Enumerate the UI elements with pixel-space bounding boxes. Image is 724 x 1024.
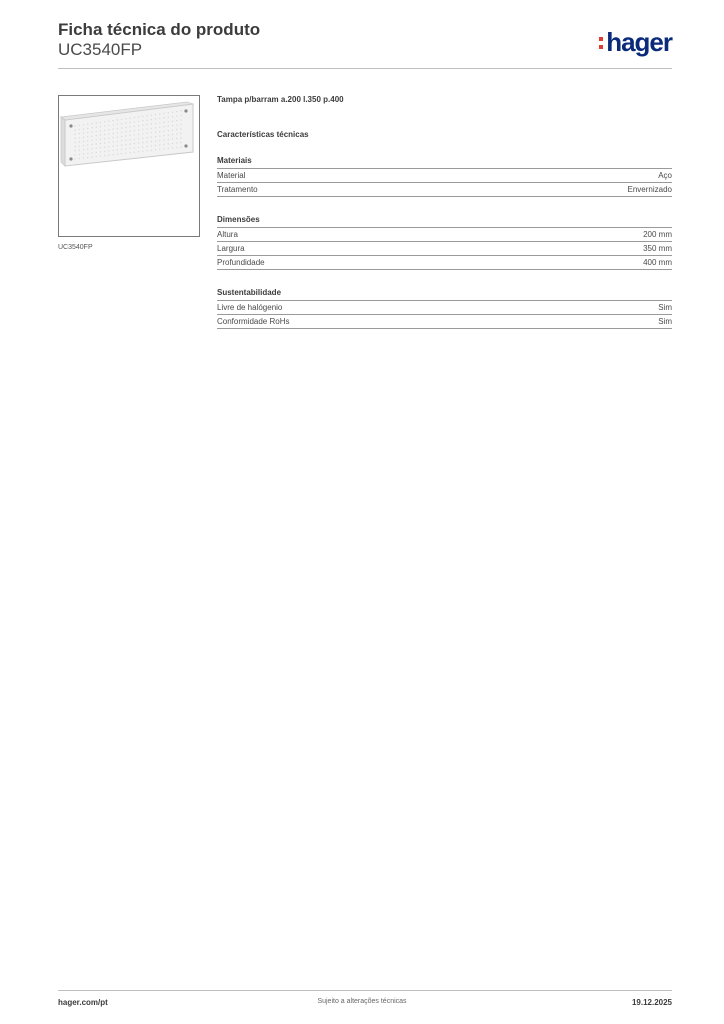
spec-row bbox=[217, 315, 672, 329]
spec-value: 350 mm bbox=[643, 244, 672, 253]
spec-label: Livre de halógenio bbox=[217, 303, 283, 312]
section-sustentabilidade bbox=[217, 288, 672, 329]
spec-row bbox=[217, 301, 672, 315]
image-caption: UC3540FP bbox=[58, 244, 93, 251]
spec-row bbox=[217, 256, 672, 270]
spec-label: Material bbox=[217, 171, 246, 180]
spec-value: Sim bbox=[658, 303, 672, 312]
hager-logo bbox=[599, 27, 672, 58]
product-description: Tampa p/barram a.200 l.350 p.400 bbox=[217, 95, 344, 104]
logo-dots-icon bbox=[599, 35, 603, 51]
characteristics-heading: Características técnicas bbox=[217, 130, 309, 139]
logo-text: hager bbox=[606, 27, 672, 57]
spec-row bbox=[217, 242, 672, 256]
footer-divider bbox=[58, 990, 672, 991]
section-title: Sustentabilidade bbox=[217, 288, 672, 301]
product-code: UC3540FP bbox=[58, 40, 143, 59]
section-materiais bbox=[217, 156, 672, 197]
footer-date: 19.12.2025 bbox=[631, 998, 672, 1007]
spec-label: Largura bbox=[217, 244, 245, 253]
product-image bbox=[59, 96, 199, 236]
product-image-frame bbox=[58, 95, 200, 237]
spec-value: 200 mm bbox=[643, 230, 672, 239]
page-title: Ficha técnica do produto bbox=[58, 20, 261, 39]
spec-label: Tratamento bbox=[217, 185, 258, 194]
header-divider bbox=[58, 68, 672, 69]
spec-label: Conformidade RoHs bbox=[217, 317, 290, 326]
footer-note: Sujeito a alterações técnicas bbox=[317, 998, 407, 1005]
section-dimensoes bbox=[217, 215, 672, 270]
spec-row bbox=[217, 228, 672, 242]
section-title: Dimensões bbox=[217, 215, 672, 228]
spec-row bbox=[217, 169, 672, 183]
spec-content bbox=[217, 95, 672, 337]
spec-value: Envernizado bbox=[627, 185, 672, 194]
section-title: Materiais bbox=[217, 156, 672, 169]
spec-label: Altura bbox=[217, 230, 238, 239]
spec-value: 400 mm bbox=[643, 258, 672, 267]
spec-label: Profundidade bbox=[217, 258, 265, 267]
spec-row bbox=[217, 183, 672, 197]
footer-website-link[interactable]: hager.com/pt bbox=[58, 998, 108, 1007]
spec-value: Sim bbox=[658, 317, 672, 326]
spec-value: Aço bbox=[658, 171, 672, 180]
